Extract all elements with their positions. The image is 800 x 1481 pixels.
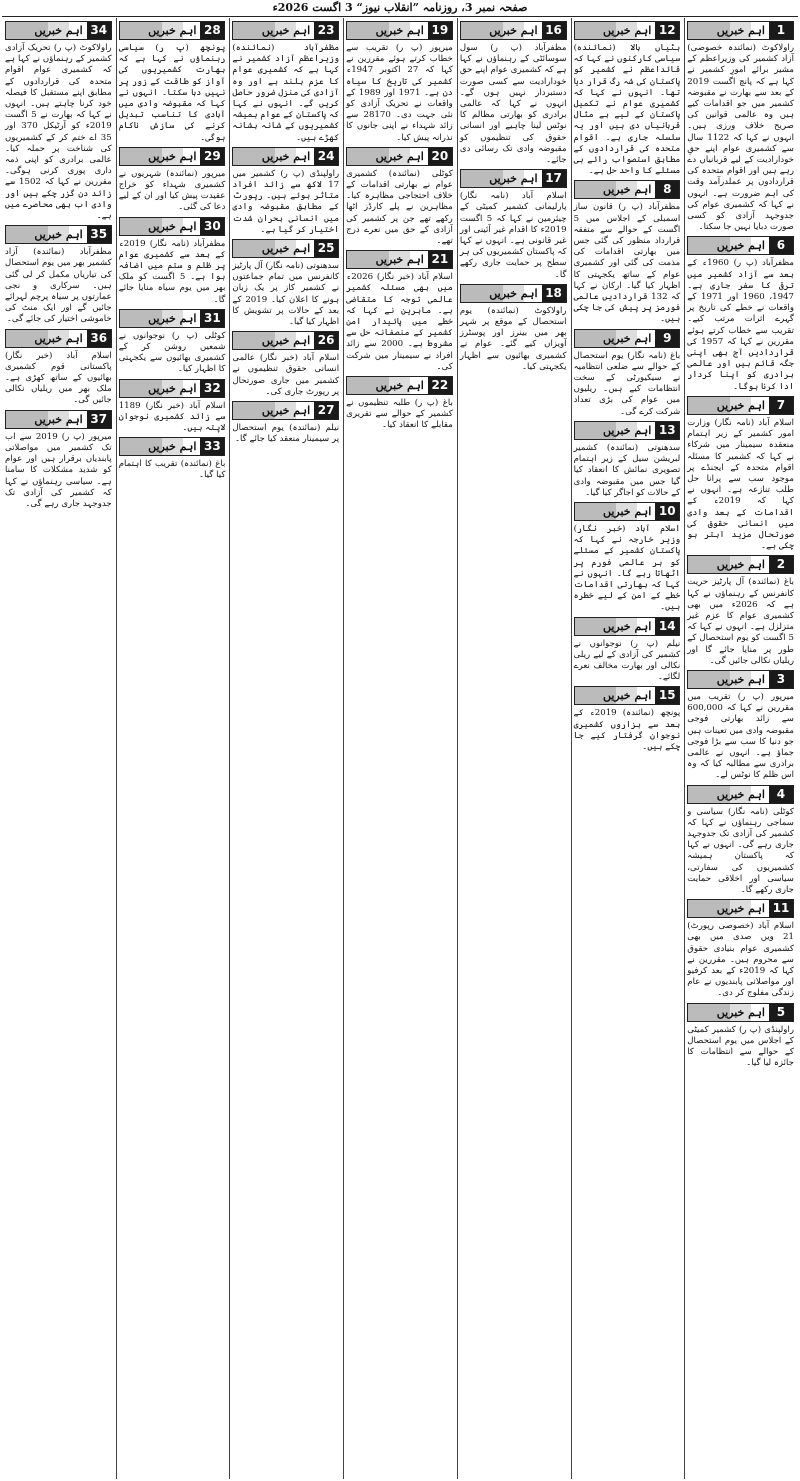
news-item-tag [574,21,681,40]
news-item-number: 23 [314,22,338,39]
news-item-tag-title: اہم خبریں [34,412,83,426]
news-item-tag [346,376,453,395]
news-item-tag [687,670,794,689]
news-item-body: میرپور (پ ر) تقریب سے خطاب کرتے ہوئے مقررین نے کہا کہ 27 اکتوبر 1947ء کشمیر کی تاریخ کا سیاہ دن ہے۔ 1971 اور 1989 کے واقعات نے تحریک آزادی کو نئی جہت دی۔ 28170 سے زائد شہداء نے اپنی جانوں کا نذرانہ پیش کیا۔ [346,43,453,143]
news-column [3,18,114,1479]
news-item [5,21,112,222]
news-columns [2,18,798,1479]
news-item-tag [574,421,681,440]
news-item-number: 8 [655,181,679,198]
news-item-number: 33 [200,438,224,455]
news-item-body: باغ (نامہ نگار) یوم استحصال کے حوالے سے ضلعی انتظامیہ نے سیکیورٹی کے سخت انتظامات کیے ہیں۔ ریلیوں میں عوام کی بڑی تعداد شرکت کرے گی۔ [573,350,681,417]
news-item-tag-title: اہم خبریں [602,331,652,345]
news-item-tag-title: اہم خبریں [489,286,538,300]
news-item-tag [687,555,794,574]
news-item-tag-title: اہم خبریں [602,183,652,197]
news-item-number: 7 [769,397,793,414]
news-item-tag [574,686,681,705]
news-item-body: راولاکوٹ (نمائندہ خصوصی) آزاد کشمیر کی وزیراعظم کے مشیر برائے امورِ کشمیر نے کہا ہے کہ پانچ اگست 2019 کے بعد سے بھارت نے مقبوضہ کشمیر میں جو اقدامات کیے ہیں وہ عالمی قوانین کی صریح خلاف ورزی ہیں۔ انہوں نے کہا کہ 1122 سال سے کشمیری عوام اپنے حقِ خودارادیت کے لیے قربانیاں دے رہے ہیں اور اقوام متحدہ کی قراردادوں پر عملدرآمد وقت کی اہم ضرورت ہے۔ انہوں نے کہا کہ کشمیری عوام کی جدوجہد آزادی کو کسی صورت دبایا نہیں جا سکتا۔ [687,43,794,233]
news-item [119,21,226,144]
news-item-tag [119,217,226,236]
news-item [574,686,681,753]
news-item-body: مظفرآباد (نامہ نگار) 2019ء کے بعد سے کشمیری عوام پر ظلم و ستم میں اضافہ ہوا ہے۔ 5 اگست کو ملک بھر میں یوم سیاہ منایا جائے گا۔ [118,238,226,305]
news-item [232,21,339,144]
news-item [687,785,794,897]
news-item-tag [346,21,453,40]
news-item-body: راولپنڈی (پ ر) کشمیر میں 17 لاکھ سے زائد افراد متاثر ہوئے ہیں۔ رپورٹ کے مطابق مقبوضہ وادی میں انسانی بحران شدت اختیار کر گیا ہے۔ [232,168,340,235]
news-item-tag [574,502,681,521]
news-item-tag [687,21,794,40]
news-item-tag-title: اہم خبریں [602,423,652,437]
news-item [346,21,453,144]
news-item-tag-title: اہم خبریں [261,404,311,418]
news-item-tag-title: اہم خبریں [716,672,765,686]
column-separator [684,18,685,1479]
news-item-body: پونچھ (پ ر) سیاسی رہنماؤں نے کہا ہے کہ بھارت کشمیریوں کی آواز کو طاقت کے زور پر نہیں دبا سکتا۔ انہوں نے کہا کہ مقبوضہ وادی میں آبادی کا تناسب تبدیل کرنے کی سازش ناکام ہوگی۔ [118,43,226,143]
news-item-number: 27 [314,402,338,419]
news-item-number: 10 [655,503,679,520]
news-item [460,21,567,166]
news-item-number: 9 [655,330,679,347]
news-item-tag [687,785,794,804]
news-item-number: 3 [769,671,793,688]
news-item [346,147,453,247]
news-item-number: 11 [769,900,793,917]
column-separator [343,18,344,1479]
news-item-body: اسلام آباد (نامہ نگار) پارلیمانی کشمیر کمیٹی کے چیئرمین نے کہا کہ 5 اگست 2019ء کا اقدام غیر آئینی اور غیر قانونی ہے۔ انہوں نے کہا کہ پاکستان کشمیریوں کی ہر سطح پر حمایت جاری رکھے گا۔ [459,191,567,280]
news-item-tag-title: اہم خبریں [602,619,652,633]
news-item-tag [119,437,226,456]
news-item [119,379,226,435]
news-item-number: 2 [769,556,793,573]
news-item-tag-title: اہم خبریں [602,504,652,518]
news-item-tag [687,236,794,255]
news-item-number: 26 [314,332,338,349]
news-item-number: 12 [655,22,679,39]
news-item-tag-title: اہم خبریں [716,239,765,253]
news-item-tag-title: اہم خبریں [34,228,83,242]
news-column [685,18,796,1479]
news-item-body: مظفرآباد (پ ر) سول سوسائٹی کے رہنماؤں نے کہا ہے کہ کشمیری عوام اپنے حق خودارادیت سے کسی صورت دستبردار نہیں ہوں گے۔ انہوں نے کہا کہ عالمی برادری کو بھارتی مظالم کا نوٹس لینا چاہیے اور انسانی حقوق کی تنظیموں کو مقبوضہ وادی تک رسائی دی جائے۔ [459,43,567,166]
news-item-number: 24 [314,148,338,165]
news-item-number: 31 [200,310,224,327]
news-item-tag-title: اہم خبریں [489,24,538,37]
news-item-tag [5,329,112,348]
news-item-tag-title: اہم خبریں [148,24,197,37]
news-item-number: 25 [314,240,338,257]
news-item-number: 35 [87,226,111,243]
news-item-tag-title: اہم خبریں [716,902,765,916]
news-item-tag [119,21,226,40]
news-item-tag-title: اہم خبریں [375,379,424,393]
news-item-tag [346,147,453,166]
news-item-tag-title: اہم خبریں [148,149,197,163]
news-item-number: 21 [428,251,452,268]
news-item-tag-title: اہم خبریں [148,440,197,454]
news-item-tag-title: اہم خبریں [716,398,765,412]
news-item-body: اسلام آباد (خصوصی رپورٹ) 21 ویں صدی میں بھی کشمیری عوام بنیادی حقوق سے محروم ہیں۔ مقررین نے کہا کہ 2019ء کے بعد کرفیو اور مواصلاتی پابندیوں نے عام زندگی مفلوج کر دی۔ [687,921,794,999]
news-item-tag [346,250,453,269]
news-item-body: راولپنڈی (پ ر) کشمیر کمیٹی کے اجلاس میں یوم استحصال کے حوالے سے انتظامات کا جائزہ لیا گیا۔ [687,1024,794,1069]
news-item [232,239,339,328]
news-item-number: 32 [200,380,224,397]
column-separator [229,18,230,1479]
news-item [119,217,226,306]
news-item-number: 30 [200,218,224,235]
news-item-body: میرپور (پ ر) تقریب میں مقررین نے کہا کہ 600,000 سے زائد بھارتی فوجی مقبوضہ وادی میں تعینات ہیں جو دنیا کا سب سے بڑا فوجی جماؤ ہے۔ انہوں نے عالمی برادری سے مطالبہ کیا کہ وہ اس ظلم کا نوٹس لے۔ [687,691,794,781]
news-item-tag [687,899,794,918]
news-item [5,329,112,407]
news-item-number: 28 [200,22,224,39]
news-item [232,331,339,398]
news-item-number: 20 [428,148,452,165]
news-item-body: سدھنوتی (نمائندہ) کشمیر لبریشن سیل کے زیر اہتمام تصویری نمائش کا انعقاد کیا گیا جس میں مقبوضہ وادی کے حالات کو اجاگر کیا گیا۔ [573,442,681,498]
news-item-tag [232,401,339,420]
news-item-body: اسلام آباد (خبر نگار) 1189 سے زائد کشمیری نوجوان لاپتہ ہیں۔ [118,400,226,434]
news-item-tag [574,180,681,199]
news-item-number: 19 [428,22,452,39]
news-item-body: مظفرآباد (نمائندہ) آزاد کشمیر بھر میں یوم استحصال کی تیاریاں مکمل کر لی گئی ہیں۔ سرکاری و نجی عمارتوں پر سیاہ پرچم لہرائے جائیں گے اور ایک منٹ کی خاموشی اختیار کی جائے گی۔ [5,247,112,325]
news-item-body: راولاکوٹ (پ ر) تحریک آزادی کشمیر کے رہنماؤں نے کہا ہے کہ کشمیری عوام اقوام متحدہ کی قراردادوں کے مطابق اپنے مستقبل کا فیصلہ خود کرنا چاہتے ہیں۔ انہوں نے کہا کہ بھارت نے 5 اگست 2019ء کو آرٹیکل 370 اور 35 اے ختم کر کے کشمیریوں کی شناخت پر حملہ کیا۔ عالمی برادری کو اپنی ذمہ داری پوری کرنی ہوگی۔ مقررین نے کہا کہ 1502 سے زائد دن گزر چکے ہیں اور وادی اب بھی محاصرے میں ہے۔ [5,43,112,222]
news-item [574,421,681,499]
news-item-body: اسلام آباد (خبر نگار) عالمی انسانی حقوق تنظیموں نے کشمیر میں جاری صورتحال پر رپورٹ جاری کی۔ [232,353,340,397]
news-item [346,376,453,432]
news-item-body: مظفرآباد (پ ر) قانون ساز اسمبلی کے اجلاس میں 5 اگست کے حوالے سے متفقہ قرارداد منظور کی گئی جس میں بھارتی اقدامات کی مذمت کی گئی اور کشمیری عوام کے ساتھ یکجہتی کا اظہار کیا گیا۔ ارکان نے کہا کہ 132 قراردادیں عالمی فورمز پر پیش کی جا چکی ہیں۔ [573,202,681,325]
news-item-number: 17 [542,170,566,187]
news-item-tag [232,147,339,166]
news-item [574,617,681,684]
column-separator [116,18,117,1479]
news-item-tag-title: اہم خبریں [261,149,311,163]
news-item-number: 22 [428,377,452,394]
news-item [232,401,339,445]
news-item-tag-title: اہم خبریں [148,311,197,325]
news-item-tag-title: اہم خبریں [261,242,311,256]
news-item-tag-title: اہم خبریں [602,24,652,37]
news-item [460,169,567,281]
news-column [344,18,455,1479]
news-item-number: 16 [542,22,566,39]
news-item-tag-title: اہم خبریں [716,24,765,37]
news-item [687,236,794,392]
news-column [458,18,569,1479]
news-item-body: باغ (نمائندہ) تقریب کا اہتمام کیا گیا۔ [118,459,226,481]
news-item-body: میرپور (نمائندہ) شہریوں نے کشمیری شہداء کو خراج عقیدت پیش کیا اور ان کے لیے دعا کی گئی۔ [118,168,226,213]
news-item [687,670,794,782]
news-item-body: راولاکوٹ (نمائندہ) یوم استحصال کے موقع پر شہر بھر میں بینرز اور پوسٹرز آویزاں کیے گئے۔ عوام نے کشمیری بھائیوں سے اظہار یکجہتی کیا۔ [459,305,567,372]
news-item-number: 6 [769,237,793,254]
news-item-body: اسلام آباد (خبر نگار) 2026ء میں بھی مسئلہ کشمیر عالمی توجہ کا متقاضی ہے۔ ماہرین نے کہا کہ خطے میں پائیدار امن کشمیر کے منصفانہ حل سے مشروط ہے۔ 2000 سے زائد افراد نے سیمینار میں شرکت کی۔ [346,272,453,372]
news-item-tag-title: اہم خبریں [261,24,311,37]
news-item-tag [460,169,567,188]
column-separator [457,18,458,1479]
news-item-tag-title: اہم خبریں [148,381,197,395]
news-item-body: نیلم (پ ر) نوجوانوں نے کشمیر کی آزادی کے لیے ریلی نکالی اور بھارت مخالف نعرے لگائے۔ [573,638,681,683]
news-item-tag [5,225,112,244]
news-item-number: 5 [769,1004,793,1021]
news-item [574,21,681,177]
news-item-number: 4 [769,786,793,803]
page-header: صفحہ نمبر 3، روزنامہ ”انقلاب نیوز“ 3 اگست 2026ء [272,1,528,14]
news-item [574,329,681,418]
news-item-tag [232,331,339,350]
news-item-number: 34 [87,22,111,39]
news-item-tag [232,21,339,40]
news-item-tag [687,396,794,415]
news-item [5,410,112,510]
news-item-body: کوٹلی (پ ر) نوجوانوں نے شمعیں روشن کر کے کشمیری بھائیوں سے یکجہتی کا اظہار کیا۔ [118,330,226,375]
news-item-tag [119,379,226,398]
news-item-tag [687,1003,794,1022]
news-item-tag-title: اہم خبریں [375,253,424,267]
news-item-number: 29 [200,148,224,165]
news-item-body: نیلم (نمائندہ) یوم استحصال پر سیمینار منعقد کیا جائے گا۔ [232,423,340,445]
news-item-number: 15 [655,687,679,704]
news-item-tag-title: اہم خبریں [261,334,311,348]
news-item [119,147,226,214]
news-item-number: 13 [655,422,679,439]
news-item [687,1003,794,1070]
news-item-body: سدھنوتی (نامہ نگار) آل پارٹیز کانفرنس میں تمام جماعتوں نے کشمیر کاز پر یک زبان ہونے کا اعلان کیا۔ 2019 کے بعد کے حالات پر تشویش کا اظہار کیا گیا۔ [232,261,340,328]
news-item-tag-title: اہم خبریں [375,24,424,37]
news-item [687,396,794,552]
news-item-tag [460,21,567,40]
news-item-tag-title: اہم خبریں [716,787,765,801]
news-item-body: میرپور (پ ر) 2019 سے اب تک کشمیر میں مواصلاتی پابندیاں برقرار ہیں اور عوام کو شدید مشکلات کا سامنا ہے۔ سیاسی رہنماؤں نے کہا کہ کشمیر کی آزادی تک جدوجہد جاری رہے گی۔ [5,431,112,509]
header-rule [2,16,798,17]
news-item-tag [460,284,567,303]
news-item-body: پونچھ (نمائندہ) 2019ء کے بعد سے ہزاروں کشمیری نوجوان گرفتار کیے جا چکے ہیں۔ [573,708,681,752]
news-item-body: مظفرآباد (پ ر) 1960ء کے بعد سے آزاد کشمیر میں ترقی کا سفر جاری ہے۔ 1947، 1960 اور 1971 کے واقعات نے خطے کی تاریخ پر گہرے اثرات مرتب کیے۔ تقریب سے خطاب کرتے ہوئے مقررین نے کہا کہ 1957 کی قراردادیں آج بھی اپنی جگہ قائم ہیں اور عالمی برادری کو اپنا کردار ادا کرنا ہوگا۔ [687,258,794,392]
news-item [232,147,339,236]
news-item-number: 1 [769,22,793,39]
news-item-number: 18 [542,285,566,302]
news-column [117,18,228,1479]
news-item-number: 36 [87,330,111,347]
news-item-tag [119,147,226,166]
news-item [119,309,226,376]
news-item [687,555,794,667]
news-item [687,21,794,233]
news-item-body: ہٹیاں بالا (نمائندہ) سیاسی کارکنوں نے کہا کہ قائداعظم نے کشمیر کو پاکستان کی شہ رگ قرار دیا تھا۔ انہوں نے کہا کہ کشمیری عوام نے تکمیل پاکستان کے لیے بے مثال قربانیاں دی ہیں اور یہ سلسلہ جاری ہے۔ اقوام متحدہ کی قراردادوں کے مطابق استصواب رائے ہی مسئلے کا واحد حل ہے۔ [573,43,681,177]
news-item-tag-title: اہم خبریں [602,689,652,703]
news-item-tag-title: اہم خبریں [375,149,424,163]
news-item-tag-title: اہم خبریں [34,24,83,37]
news-item [574,180,681,325]
news-item-tag-title: اہم خبریں [148,219,197,233]
news-item [346,250,453,373]
news-item-body: اسلام آباد (نامہ نگار) وزارت امور کشمیر کے زیر اہتمام منعقدہ سیمینار میں شرکاء نے کہا کہ کشمیر کا مسئلہ اقوام متحدہ کے ایجنڈے پر موجود سب سے پرانا حل طلب تنازعہ ہے۔ انہوں نے کہا کہ 2019ء کے اقدامات کے بعد وادی میں انسانی حقوق کی صورتحال مزید ابتر ہو چکی ہے۔ [687,417,794,552]
news-item-tag-title: اہم خبریں [34,331,83,345]
news-item [460,284,567,373]
news-item-number: 37 [87,411,111,428]
column-separator [571,18,572,1479]
news-item-body: کوٹلی (نمائندہ) کشمیری عوام نے بھارتی اقدامات کے خلاف احتجاجی مظاہرہ کیا۔ مظاہرین نے پلے کارڈز اٹھا رکھے تھے جن پر کشمیر کی آزادی کے حق میں نعرے درج تھے۔ [346,168,453,247]
news-item [574,502,681,614]
news-item-tag [5,21,112,40]
news-item-tag [232,239,339,258]
news-column [230,18,341,1479]
news-item-tag-title: اہم خبریں [489,172,538,186]
news-item-tag [5,410,112,429]
news-item-tag-title: اہم خبریں [716,558,765,572]
news-item [119,437,226,481]
news-item-body: باغ (پ ر) طلبہ تنظیموں نے کشمیر کے حوالے سے تقریری مقابلے کا انعقاد کیا۔ [346,398,453,431]
news-item [5,225,112,325]
news-column [572,18,683,1479]
news-item-number: 14 [655,618,679,635]
news-item-body: کوٹلی (نامہ نگار) سیاسی و سماجی رہنماؤں نے کہا کہ کشمیر کی آزادی تک جدوجہد جاری رہے گی۔ انہوں نے کہا کہ پاکستان ہمیشہ کشمیریوں کی سفارتی، سیاسی اور اخلاقی حمایت جاری رکھے گا۔ [687,806,794,895]
news-item [687,899,794,999]
news-item-body: باغ (نمائندہ) آل پارٹیز حریت کانفرنس کے رہنماؤں نے کہا ہے کہ 2026ء میں بھی کشمیری عوام کا عزم غیر متزلزل ہے۔ انہوں نے کہا کہ 5 اگست کو یوم استحصال کے طور پر منایا جائے گا اور ریلیاں نکالی جائیں گی۔ [687,577,794,666]
news-item-tag [119,309,226,328]
news-item-body: مظفرآباد (نمائندہ) وزیراعظم آزاد کشمیر نے کہا ہے کہ کشمیری عوام کا عزم بلند ہے اور وہ آزادی کی منزل ضرور حاصل کریں گے۔ انہوں نے کہا کہ پاکستان کے عوام ہمیشہ کشمیریوں کے شانہ بشانہ کھڑے ہیں۔ [232,43,340,143]
news-item-tag [574,329,681,348]
news-item-body: اسلام آباد (خبر نگار) پاکستانی قوم کشمیری بھائیوں کے ساتھ کھڑی ہے۔ ملک بھر میں ریلیاں نکالی جائیں گی۔ [5,350,112,406]
news-item-tag [574,617,681,636]
news-item-tag-title: اہم خبریں [716,1005,765,1019]
news-item-body: اسلام آباد (خبر نگار) وزیر خارجہ نے کہا کہ پاکستان کشمیر کے مسئلے کو ہر عالمی فورم پر اٹھاتا رہے گا۔ انہوں نے کہا کہ بھارتی اقدامات خطے کے امن کے لیے خطرہ ہیں۔ [573,523,681,613]
